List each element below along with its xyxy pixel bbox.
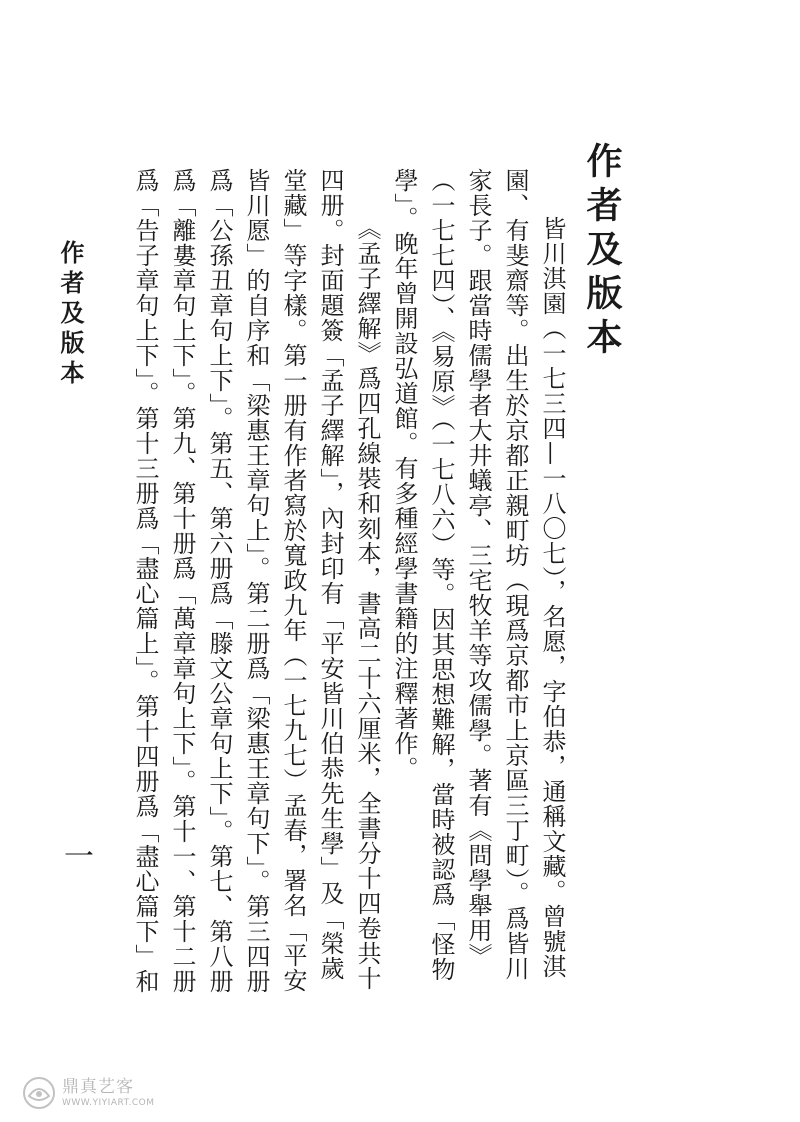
watermark [22,1076,155,1110]
running-head: 作者及版本 [56,240,85,390]
body-text [130,168,570,998]
paragraph-edition: 《孟子繹解》爲四孔線裝和刻本，書高二十六厘米，全書分十四卷共十四册。封面題簽「孟子繹解」，內封印有「平安皆川伯恭先生學」及「榮歲堂藏」等字樣。第一册有作者寫於寬政九年（一七九七）孟春，署名「平安皆川愿」的自序和「梁惠王章句上」。第二册爲「梁惠王章句下」。第三四册爲「公孫丑章句上下」。第五、第六册爲「滕文公章句上下」。第七、第八册爲「離婁章句上下」。第九、第十册爲「萬章章句上下」。第十一、第十二册爲「告子章句上下」。第十三册爲「盡心篇上」。第十四册爲「盡心篇下」和 [131,168,381,994]
page-number: 一 [58,840,93,870]
watermark-logo-icon [22,1076,56,1110]
watermark-en: WWW.YIYIART.COM [62,1097,155,1108]
section-title: 作者及版本 [581,142,623,362]
watermark-cn: 鼎真艺客 [62,1076,134,1097]
paragraph-author: 皆川淇園（一七三四—一八〇七），名愿，字伯恭，通稱文藏。曾號淇園、有斐齋等。出生於京都正親町坊（現爲京都市上京區三丁町）。爲皆川家長子。跟當時儒學者大井蟻亭、三宅牧羊等攻儒學。著有《問學舉用》（一七七四）、《易原》（一七八六）等。因其思想難解，當時被認爲「怪物學」。晚年曾開設弘道館。有多種經學書籍的注釋著作。 [390,168,566,982]
